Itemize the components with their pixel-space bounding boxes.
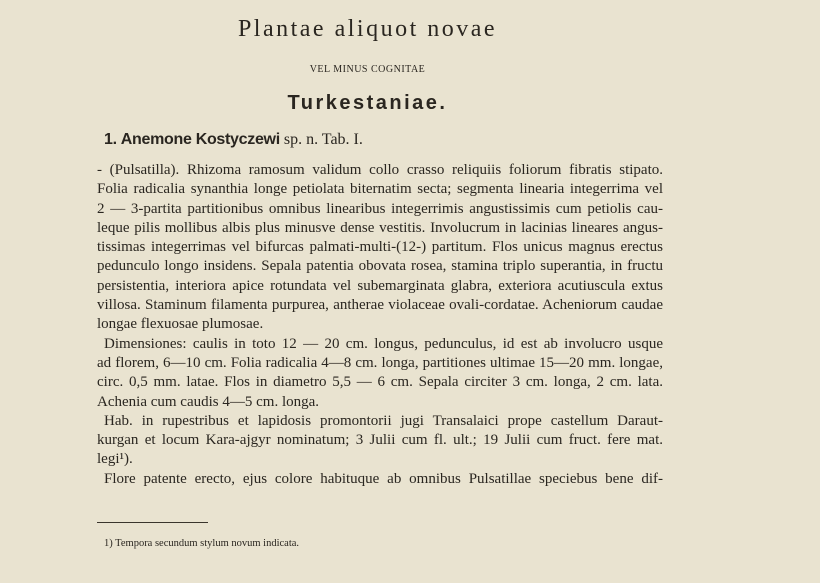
text-line: tissimas integerrimas vel bifurcas palmati-multi-(12-) partitum. Flos unicus magnus erectus [97, 239, 663, 256]
text-line: legi¹). [97, 451, 133, 468]
species-number: 1. [104, 131, 117, 148]
text-line: longae flexuosae plumosae. [97, 316, 264, 333]
text-line: circ. 0,5 mm. latae. Flos in diametro 5,5 — 6 cm. Sepala circiter 3 cm. longa, 2 cm. lata. [97, 374, 663, 391]
species-heading [104, 131, 363, 149]
text-line: - (Pulsatilla). Rhizoma ramosum validum collo crasso reliquiis foliorum fibratis stipato. [97, 162, 663, 178]
text-line: ad florem, 6—10 cm. Folia radicalia 4—8 cm. longa, partitiones ultimae 15—20 mm. longae, [97, 354, 663, 371]
text-line: Dimensiones: caulis in toto 12 — 20 cm. longus, pedunculus, id est ab involucro usque [104, 335, 663, 352]
region-heading: Turkestaniae. [287, 92, 448, 114]
text-line: kurgan et locum Kara-ajgyr nominatum; 3 Julii cum fl. ult.; 19 Julii cum fruct. fere mat. [97, 432, 663, 449]
subtitle: VEL MINUS COGNITAE [309, 64, 426, 75]
species-note: sp. n. Tab. I. [283, 131, 363, 148]
text-line: leque pilis mollibus albis plus minusve dense vestitis. Involucrum in lacinias lineares angus- [97, 219, 663, 236]
text-line: villosa. Staminum filamenta purpurea, antherae violaceae ovali-cordatae. Acheniorum caudae [97, 297, 663, 314]
text-line: Flore patente erecto, ejus colore habituque ab omnibus Pulsatillae speciebus bene dif- [104, 470, 663, 487]
body-text [97, 161, 663, 489]
footnote-rule [97, 522, 208, 523]
footnote: 1) Tempora secundum stylum novum indicata. [104, 538, 300, 549]
species-name: Anemone Kostyczewi [120, 131, 280, 148]
text-line: Achenia cum caudis 4—5 cm. longa. [97, 393, 320, 410]
text-line: pedunculo longo insidens. Sepala patentia obovata rosea, stamina triplo superantia, in fructu [97, 258, 663, 275]
text-line: Folia radicalia synanthia longe petiolata biternatim secta; segmenta linearia integerrima vel [97, 181, 663, 198]
text-line: Hab. in rupestribus et lapidosis promontorii jugi Transalaici prope castellum Daraut- [104, 412, 663, 429]
text-line: persistentia, interiora apice rotundata vel subemarginata glabra, exteriora acutiuscula extus [97, 277, 663, 294]
page-title: Plantae aliquot novae [237, 16, 498, 42]
text-line: 2 — 3-partita partitionibus omnibus linearibus integerrimis angustissimis cum petiolis cau- [97, 200, 663, 217]
